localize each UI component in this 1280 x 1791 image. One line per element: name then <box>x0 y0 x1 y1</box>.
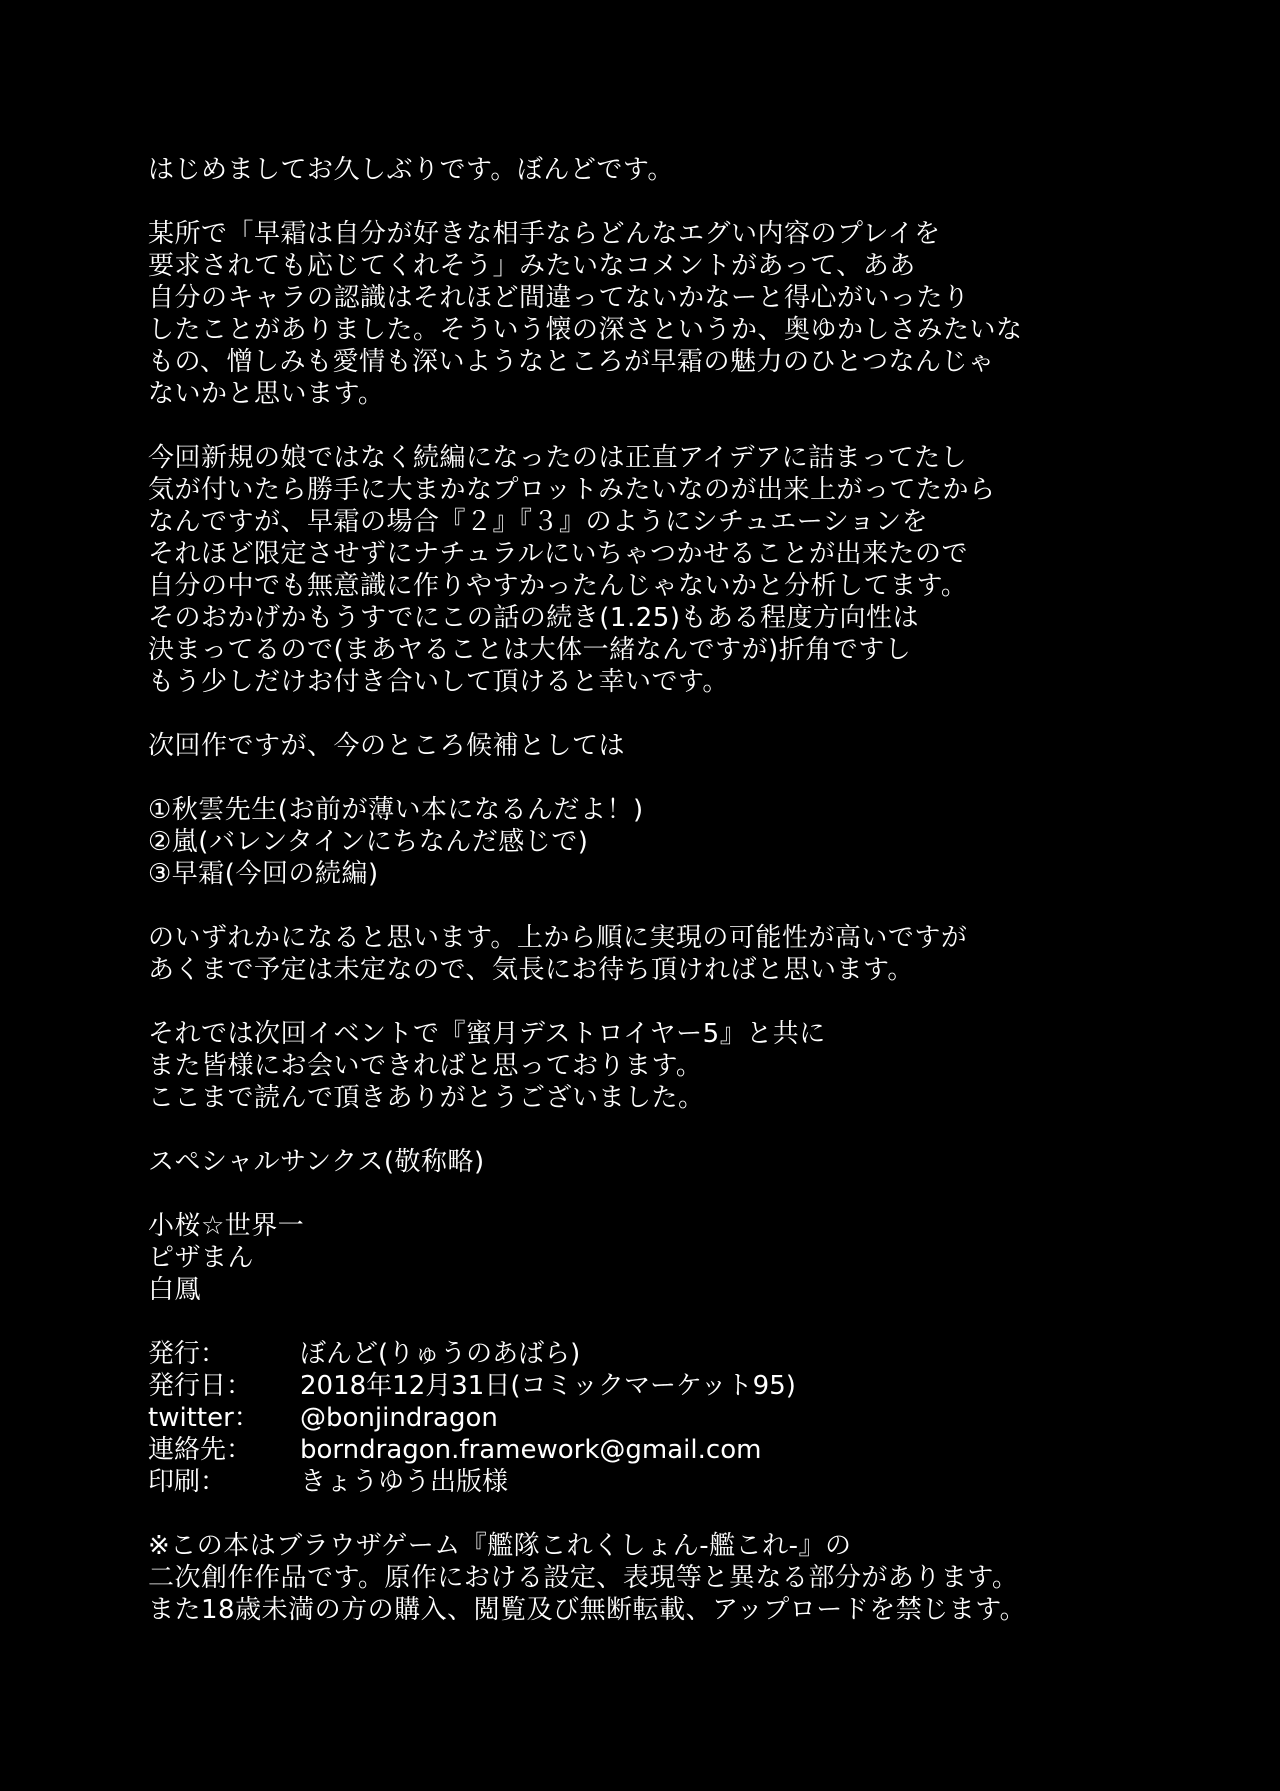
text-line: 次回作ですが、今のところ候補としては <box>148 731 626 761</box>
next-work-intro <box>148 730 1258 762</box>
text-line: 自分の中でも無意識に作りやすかったんじゃないかと分析してます。 <box>148 571 968 601</box>
colophon-label: 発行日： <box>148 1371 253 1401</box>
text-line: 某所で「早霜は自分が好きな相手ならどんなエグい内容のプレイを <box>148 219 941 249</box>
colophon-publisher <box>148 1338 1258 1370</box>
text-line: したことがありました。そういう懐の深さというか、奥ゆかしさみたいな <box>148 315 1023 345</box>
text-line: 今回新規の娘ではなく続編になったのは正直アイデアに詰まってたし <box>148 443 968 473</box>
list-item: 小桜☆世界一 <box>148 1211 305 1241</box>
list-item: ピザまん <box>148 1243 255 1273</box>
schedule-paragraph <box>148 922 1258 986</box>
text-line: 決まってるので(まあヤることは大体一緒なんですが)折角ですし <box>148 635 912 665</box>
paragraph-gap <box>148 1178 1258 1210</box>
paragraph-gap <box>148 698 1258 730</box>
colophon-label: 発行： <box>148 1339 227 1369</box>
candidate-list <box>148 794 1258 890</box>
text-line: 自分のキャラの認識はそれほど間違ってないかなーと得心がいったり <box>148 283 970 313</box>
paragraph-gap <box>148 1498 1258 1530</box>
text-line: ここまで読んで頂きありがとうございました。 <box>148 1083 705 1113</box>
colophon-label: 印刷： <box>148 1467 227 1497</box>
text-line: スペシャルサンクス(敬称略) <box>148 1147 485 1177</box>
paragraph-gap <box>148 986 1258 1018</box>
paragraph-gap <box>148 1114 1258 1146</box>
greeting-paragraph <box>148 154 1258 186</box>
special-thanks-heading <box>148 1146 1258 1178</box>
afterword-page <box>148 154 1258 1626</box>
paragraph-gap <box>148 186 1258 218</box>
paragraph-gap <box>148 410 1258 442</box>
text-line: あくまで予定は未定なので、気長にお待ち頂ければと思います。 <box>148 955 914 985</box>
sequel-paragraph <box>148 442 1258 698</box>
colophon-value: ぼんど(りゅうのあばら) <box>300 1339 581 1369</box>
text-line: それほど限定させずにナチュラルにいちゃつかせることが出来たので <box>148 539 968 569</box>
text-line: もの、憎しみも愛情も深いようなところが早霜の魅力のひとつなんじゃ <box>148 347 995 377</box>
comment-paragraph <box>148 218 1258 410</box>
colophon-value: きょうゆう出版様 <box>300 1467 509 1497</box>
colophon-contact <box>148 1434 1258 1466</box>
list-item: ②嵐(バレンタインにちなんだ感じで) <box>148 827 589 857</box>
text-line: のいずれかになると思います。上から順に実現の可能性が高いですが <box>148 923 968 953</box>
text-line: もう少しだけお付き合いして頂けると幸いです。 <box>148 667 729 697</box>
closing-paragraph <box>148 1018 1258 1114</box>
special-thanks-list <box>148 1210 1258 1306</box>
text-line: そのおかげかもうすでにこの話の続き(1.25)もある程度方向性は <box>148 603 919 633</box>
colophon-label: 連絡先： <box>148 1435 253 1465</box>
text-line: はじめましてお久しぶりです。ぼんどです。 <box>148 155 674 185</box>
colophon-value: 2018年12月31日(コミックマーケット95) <box>300 1371 796 1401</box>
list-item: ③早霜(今回の続編) <box>148 859 379 889</box>
text-line: 気が付いたら勝手に大まかなプロットみたいなのが出来上がってたから <box>148 475 996 505</box>
paragraph-gap <box>148 890 1258 922</box>
list-item: ①秋雲先生(お前が薄い本になるんだよ！) <box>148 795 644 825</box>
colophon-twitter <box>148 1402 1258 1434</box>
text-line: 要求されても応じてくれそう」みたいなコメントがあって、ああ <box>148 251 916 281</box>
text-line: ※この本はブラウザゲーム『艦隊これくしょん-艦これ-』の <box>148 1531 852 1561</box>
colophon-label: twitter： <box>148 1403 260 1433</box>
colophon-value: borndragon.framework@gmail.com <box>300 1435 762 1465</box>
text-line: また皆様にお会いできればと思っております。 <box>148 1051 703 1081</box>
colophon-date <box>148 1370 1258 1402</box>
paragraph-gap <box>148 1306 1258 1338</box>
colophon-printer <box>148 1466 1258 1498</box>
colophon <box>148 1338 1258 1498</box>
notice-paragraph <box>148 1530 1258 1626</box>
text-line: なんですが、早霜の場合『２』『３』のようにシチュエーションを <box>148 507 929 537</box>
paragraph-gap <box>148 762 1258 794</box>
text-line: 二次創作作品です。原作における設定、表現等と異なる部分があります。 <box>148 1563 1019 1593</box>
text-line: ないかと思います。 <box>148 379 385 409</box>
text-line: それでは次回イベントで『蜜月デストロイヤー5』と共に <box>148 1019 826 1049</box>
list-item: 白鳳 <box>148 1275 202 1305</box>
text-line: また18歳未満の方の購入、閲覧及び無断転載、アップロードを禁じます。 <box>148 1595 1027 1625</box>
colophon-value: @bonjindragon <box>300 1403 498 1433</box>
